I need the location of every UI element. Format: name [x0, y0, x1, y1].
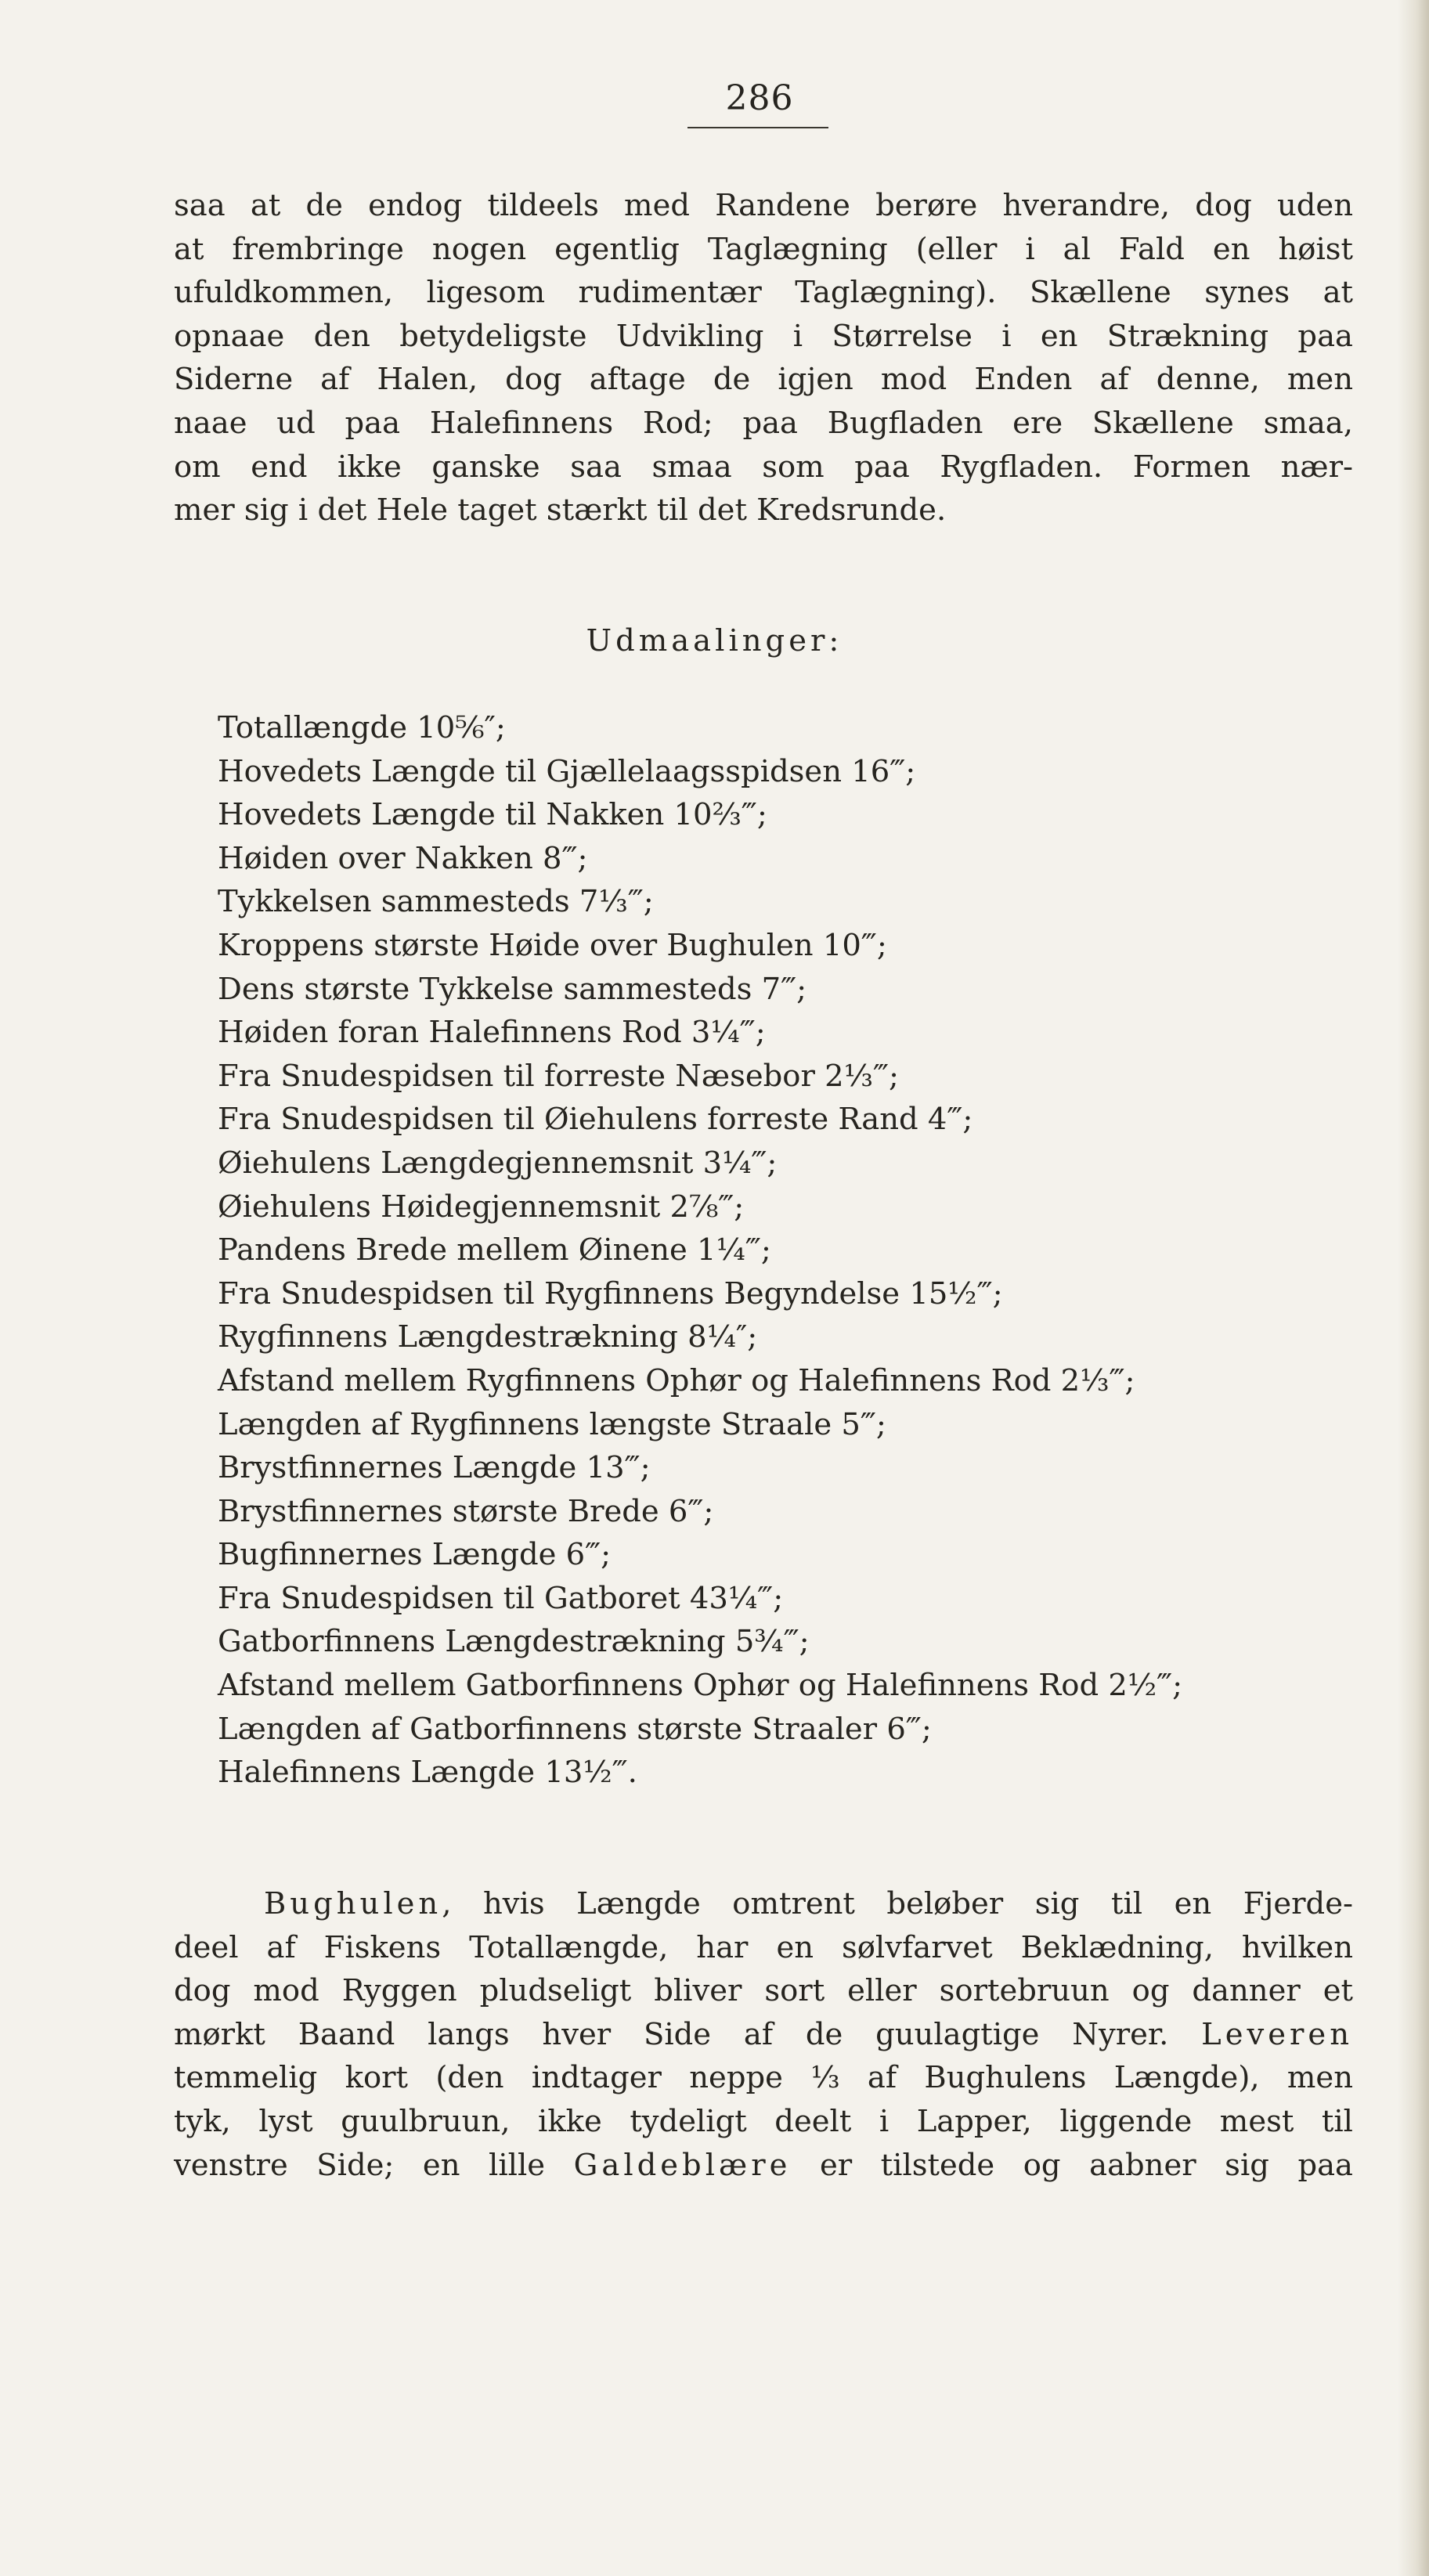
text-line: om end ikke ganske saa smaa som paa Rygfladen. Formen nær-	[174, 449, 1353, 485]
measurement-item: Øiehulens Længdegjennemsnit 3¼‴;	[218, 1145, 778, 1181]
measurement-item: Fra Snudespidsen til Gatboret 43¼‴;	[218, 1580, 784, 1616]
page-number: 286	[725, 78, 794, 118]
measurement-item: Kroppens største Høide over Bughulen 10‴;	[218, 927, 887, 963]
paragraph-body-cavity	[174, 1882, 1353, 2187]
measurement-item: Hovedets Længde til Gjællelaagsspidsen 16‴;	[218, 753, 916, 789]
text-line: saa at de endog tildeels med Randene berøre hverandre, dog uden	[174, 188, 1353, 223]
text-line: at frembringe nogen egentlig Taglægning (eller i al Fald en høist	[174, 231, 1353, 267]
text-line: dog mod Ryggen pludseligt bliver sort eller sortebruun og danner et	[174, 1973, 1353, 2009]
term-leveren: Leveren	[1201, 2016, 1353, 2052]
measurement-item: Længden af Gatborfinnens største Straaler 6‴;	[218, 1711, 932, 1747]
page-number-underline	[687, 127, 828, 128]
measurement-item: Afstand mellem Rygfinnens Ophør og Halefinnens Rod 2⅓‴;	[218, 1362, 1135, 1398]
text-line: tyk, lyst guulbruun, ikke tydeligt deelt i Lapper, liggende mest til	[174, 2103, 1353, 2139]
term-bughulen: Bughulen	[264, 1886, 442, 1921]
measurement-item: Gatborfinnens Længdestrækning 5¾‴;	[218, 1624, 810, 1660]
measurement-item: Fra Snudespidsen til forreste Næsebor 2⅓‴;	[218, 1058, 899, 1094]
text-fragment: mørkt Baand langs hver Side af de guulagtige Nyrer.	[174, 2016, 1202, 2052]
measurement-item: Afstand mellem Gatborfinnens Ophør og Halefinnens Rod 2½‴;	[218, 1668, 1183, 1704]
measurement-item: Hovedets Længde til Nakken 10⅔‴;	[218, 797, 767, 833]
text-line: deel af Fiskens Totallængde, har en sølvfarvet Beklædning, hvilken	[174, 1929, 1353, 1965]
measurements-list	[218, 706, 1361, 1795]
text-fragment: er tilstede og aabner sig paa	[791, 2147, 1353, 2183]
measurement-item: Fra Snudespidsen til Øiehulens forreste Rand 4‴;	[218, 1102, 973, 1138]
text-fragment: venstre Side; en lille	[174, 2147, 574, 2183]
measurement-item: Høiden foran Halefinnens Rod 3¼‴;	[218, 1015, 766, 1051]
text-line	[174, 1882, 1353, 1926]
measurement-item: Halefinnens Længde 13½‴.	[218, 1755, 637, 1791]
measurement-item: Bugfinnernes Længde 6‴;	[218, 1537, 612, 1573]
text-line: ufuldkommen, ligesom rudimentær Taglægning). Skællene synes at	[174, 275, 1353, 311]
measurement-item: Tykkelsen sammesteds 7⅓‴;	[218, 884, 654, 920]
measurement-item: Dens største Tykkelse sammesteds 7‴;	[218, 971, 807, 1007]
text-line: opnaae den betydeligste Udvikling i Størrelse i en Strækning paa	[174, 318, 1353, 354]
text-line	[174, 2144, 1353, 2188]
measurement-item: Fra Snudespidsen til Rygfinnens Begyndelse 15½‴;	[218, 1275, 1003, 1311]
measurement-item: Rygfinnens Længdestrækning 8¼″;	[218, 1319, 758, 1355]
measurement-item: Brystfinnernes Længde 13‴;	[218, 1450, 651, 1486]
section-heading-measurements: Udmaalinger:	[586, 623, 843, 658]
measurement-item: Totallængde 10⅚″;	[218, 710, 506, 745]
text-fragment: , hvis Længde omtrent beløber sig til en Fjerde-	[442, 1886, 1353, 1921]
measurement-item: Øiehulens Høidegjennemsnit 2⅞‴;	[218, 1189, 745, 1225]
measurement-item: Pandens Brede mellem Øinene 1¼‴;	[218, 1232, 771, 1268]
measurement-item: Længden af Rygfinnens længste Straale 5‴;	[218, 1406, 886, 1442]
paragraph-scales	[174, 184, 1353, 532]
measurement-item: Høiden over Nakken 8‴;	[218, 840, 588, 876]
measurement-item: Brystfinnernes største Brede 6‴;	[218, 1493, 714, 1529]
text-line: temmelig kort (den indtager neppe ⅓ af Bughulens Længde), men	[174, 2060, 1353, 2096]
text-line: Siderne af Halen, dog aftage de igjen mod Enden af denne, men	[174, 362, 1353, 398]
text-line: naae ud paa Halefinnens Rod; paa Bugfladen ere Skællene smaa,	[174, 405, 1353, 441]
text-line: mer sig i det Hele taget stærkt til det Kredsrunde.	[174, 492, 947, 529]
term-galdeblaere: Galdeblære	[573, 2147, 792, 2183]
text-line	[174, 2013, 1353, 2057]
page-spine-shadow	[1398, 0, 1429, 2576]
